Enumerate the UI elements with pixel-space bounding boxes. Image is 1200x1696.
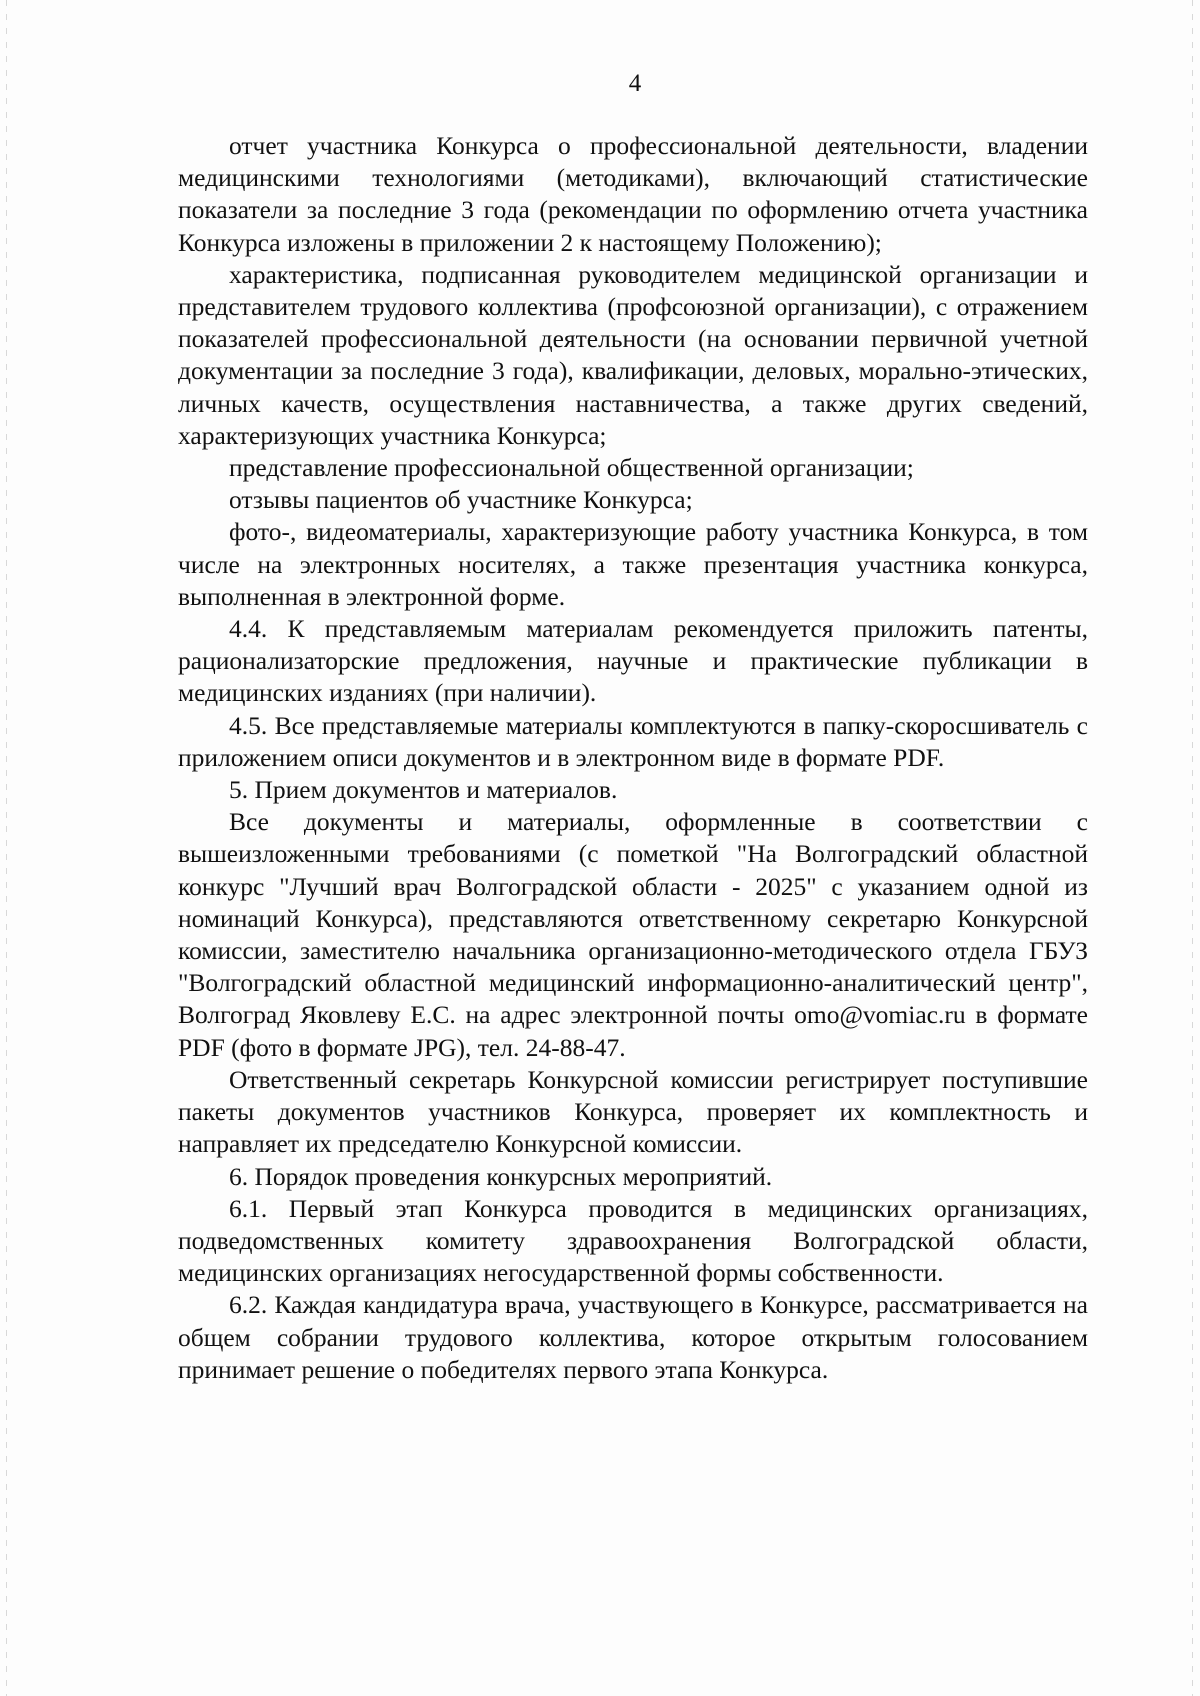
paragraph-patient-reviews: отзывы пациентов об участнике Конкурса; [229, 485, 693, 515]
section-heading-6: 6. Порядок проведения конкурсных мероприятий. [229, 1161, 773, 1191]
paragraph-photo-video: фото-, видеоматериалы, характеризующие работу участника Конкурса, в том числе на электронных носителях, а также презентация участника конкурса, выполненная в электронной форме. [178, 517, 1088, 611]
paragraph-4-5: 4.5. Все представляемые материалы комплектуются в папку-скоросшиватель с приложением описи документов и в электронном виде в формате PDF. [178, 710, 1088, 772]
section-heading-5: 5. Прием документов и материалов. [229, 775, 618, 805]
scan-edge-right [1192, 0, 1193, 1696]
page-number: 4 [628, 70, 642, 97]
paragraph-secretary-registration: Ответственный секретарь Конкурсной комиссии регистрирует поступившие пакеты документов участников Конкурса, проверяет их комплектность и направляет их председателю Конкурсной комиссии. [178, 1064, 1088, 1159]
paragraph-4-4: 4.4. К представляемым материалам рекомендуется приложить патенты, рационализаторские предложения, научные и практические публикации в медицинских изданиях (при наличии). [178, 614, 1088, 708]
paragraph-professional-organization: представление профессиональной общественной организации; [229, 453, 914, 483]
paragraph-document-submission: Все документы и материалы, оформленные в соответствии с вышеизложенными требованиями (с пометкой "На Волгоградский областной конкурс "Лучший врач Волгоградской области - 2025" с указанием одной из номинаций Конкурса), представляются ответственному секретарю Конкурсной комиссии, заместителю начальника организационно-методического отдела ГБУЗ "Волгоградский областной медицинский информационно-аналитический центр", Волгоград Яковлеву Е.С. на адрес электронной почты omo@vomiac.ru в формате PDF (фото в формате JPG), тел. 24-88-47. [178, 807, 1088, 1062]
paragraph-characteristic: характеристика, подписанная руководителем медицинской организации и представителем трудового коллектива (профсоюзной организации), с отражением показателей профессиональной деятельности (на основании первичной учетной документации за последние 3 года), квалификации, деловых, морально-этических, личных качеств, осуществления наставничества, а также других сведений, характеризующих участника Конкурса; [178, 259, 1088, 450]
scan-edge-left [6, 0, 7, 1696]
paragraph-6-1: 6.1. Первый этап Конкурса проводится в медицинских организациях, подведомственных комитету здравоохранения Волгоградской области, медицинских организациях негосударственной формы собственности. [178, 1193, 1088, 1288]
document-body [178, 130, 1088, 1386]
paragraph-participant-report: отчет участника Конкурса о профессиональной деятельности, владении медицинскими технологиями (методиками), включающий статистические показатели за последние 3 года (рекомендации по оформлению отчета участника Конкурса изложены в приложении 2 к настоящему Положению); [178, 131, 1088, 257]
paragraph-6-2: 6.2. Каждая кандидатура врача, участвующего в Конкурсе, рассматривается на общем собрании трудового коллектива, которое открытым голосованием принимает решение о победителях первого этапа Конкурса. [178, 1290, 1088, 1384]
